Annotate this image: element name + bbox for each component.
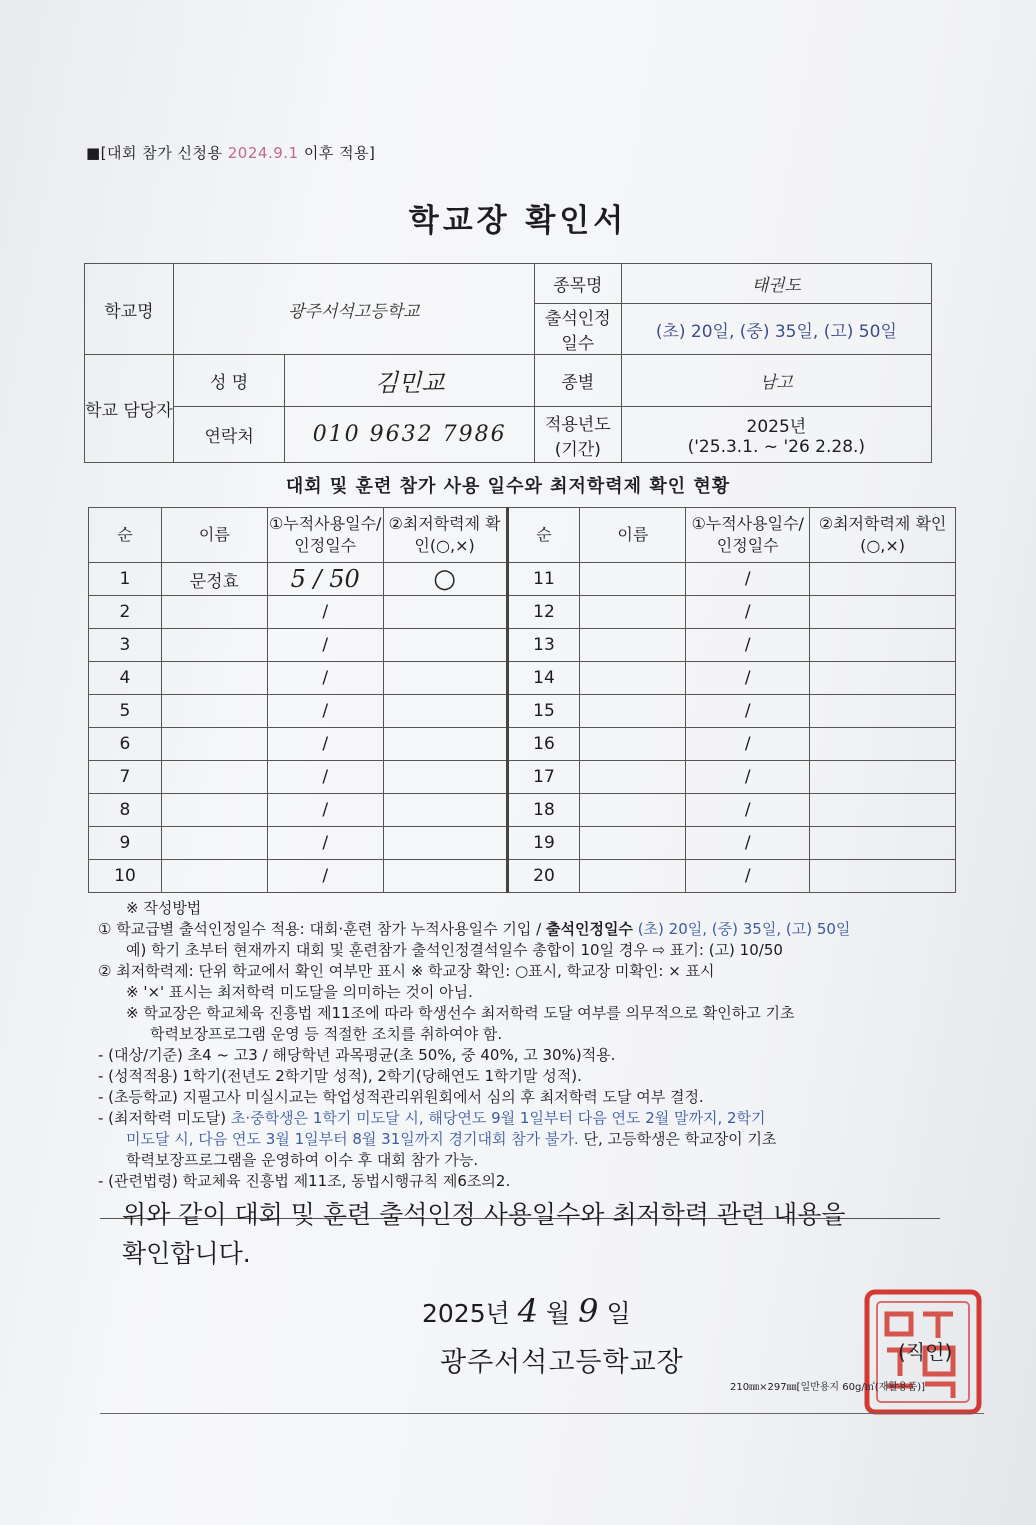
note-2: ② 최저학력제: 단위 학교에서 확인 여부만 표시 ※ 학교장 확인: ○표시, 학교장 미확인: × 표시 [98,962,715,980]
col-days-2: ①누적사용일수/인정일수 [686,508,810,563]
contact-value: 010 9632 7986 [285,407,534,463]
seal-label: (직인) [898,1340,953,1364]
form-usage-note: ■[대회 참가 신청용 2024.9.1 이후 적용] [86,144,376,162]
note-1-example: 예) 학기 초부터 현재까지 대회 및 훈련참가 출석인정결석일수 총합이 10일 경우 ⇨ 표기: (고) 10/50 [126,941,783,959]
table-row: 4 / 14 / [89,662,956,695]
manager-label: 학교 담당자 [85,355,174,463]
table-row: 7 / 17 / [89,761,956,794]
col-days: ①누적사용일수/인정일수 [267,508,383,563]
attendance-value: (초) 20일, (중) 35일, (고) 50일 [621,304,931,355]
note-7: - (성적적용) 1학기(전년도 2학기말 성적), 2학기(당해연도 1학기말 성적). [98,1067,582,1085]
table-row: 3 / 13 / [89,629,956,662]
notes-heading: ※ 작성방법 [126,899,202,917]
note-5: 학력보장프로그램 운영 등 적절한 조치를 취하여야 함. [150,1025,503,1043]
year-value: 2025년 [746,417,807,437]
note-8: - (초등학교) 지필고사 미실시교는 학업성적관리위원회에서 심의 후 최저학력 도달 여부 결정. [98,1088,704,1106]
apply-date: 2024.9.1 [227,144,299,162]
paper-spec: 210㎜×297㎜[일반용지 60g/㎡(재활용품)] [730,1382,926,1393]
date-day: 9 [578,1292,599,1330]
bottom-divider [100,1413,984,1414]
table-row: 6 / 16 / [89,728,956,761]
document-title: 학교장 확인서 [408,203,628,239]
attendance-label: 출석인정 일수 [534,304,621,355]
writing-instructions [98,898,978,1192]
gender-label: 종별 [534,355,621,407]
table-row: 5 / 15 / [89,695,956,728]
col-check: ②최저학력제 확인(○,×) [383,508,507,563]
note-1: ① 학교급별 출석인정일수 적용: 대회·훈련 참가 누적사용일수 기입 / 출석인정일수 (초) 20일, (중) 35일, (고) 50일 [98,920,851,938]
note-11: 학력보장프로그램을 운영하여 이수 후 대회 참가 가능. [126,1151,479,1169]
principal-name: 광주서석고등학교장 [440,1347,684,1378]
col-no-2: 순 [507,508,580,563]
note-9: - (최저학력 미도달) 초·중학생은 1학기 미도달 시, 해당연도 9월 1일부터 다음 연도 2월 말까지, 2학기 [98,1109,766,1127]
school-label: 학교명 [85,264,174,355]
note-10: 미도달 시, 다음 연도 3월 1일부터 8월 31일까지 경기대회 참가 불가. 단, 고등학생은 학교장이 기초 [126,1130,777,1148]
school-value: 광주서석고등학교 [173,264,534,355]
col-name-2: 이름 [580,508,686,563]
period-value: ('25.3.1. ~ '26 2.28.) [687,437,866,457]
note-3: ※ '×' 표시는 최저학력 미도달을 의미하는 것이 아님. [126,983,473,1001]
contact-label: 연락처 [173,407,285,463]
confirmation-statement: 위와 같이 대회 및 훈련 출석인정 사용일수와 최저학력 관련 내용을 확인합니다. [122,1200,846,1268]
table-row: 9 / 19 / [89,827,956,860]
table-row: 10 / 20 / [89,860,956,893]
table-row: 8 / 18 / [89,794,956,827]
table-row: 2 / 12 / [89,596,956,629]
sport-label: 종목명 [534,264,621,304]
year-label: 적용년도 (기간) [534,407,621,463]
note-12: - (관련법령) 학교체육 진흥법 제11조, 동법시행규칙 제6조의2. [98,1172,511,1190]
gender-value: 남고 [621,355,931,407]
date-month: 4 [517,1292,539,1330]
year-cell [621,407,931,463]
sport-value: 태권도 [621,264,931,304]
col-no: 순 [89,508,162,563]
table-row: 1 문정효 5 / 50 ○ 11 / [89,563,956,596]
note-4: ※ 학교장은 학교체육 진흥법 제11조에 따라 학생선수 최저학력 도달 여부를 의무적으로 확인하고 기초 [126,1004,795,1022]
athlete-grid [88,507,956,893]
status-subtitle: 대회 및 훈련 참가 사용 일수와 최저학력제 확인 현황 [285,476,731,497]
col-check-2: ②최저학력제 확인(○,×) [810,508,956,563]
name-signature: 김민교 [285,355,534,407]
info-table [84,263,932,463]
issue-date: 2025년 4 월 9 일 [422,1292,631,1330]
col-name: 이름 [161,508,267,563]
note-6: - (대상/기준) 초4 ~ 고3 / 해당학년 과목평균(초 50%, 중 40%, 고 30%)적용. [98,1046,616,1064]
name-label: 성 명 [173,355,285,407]
